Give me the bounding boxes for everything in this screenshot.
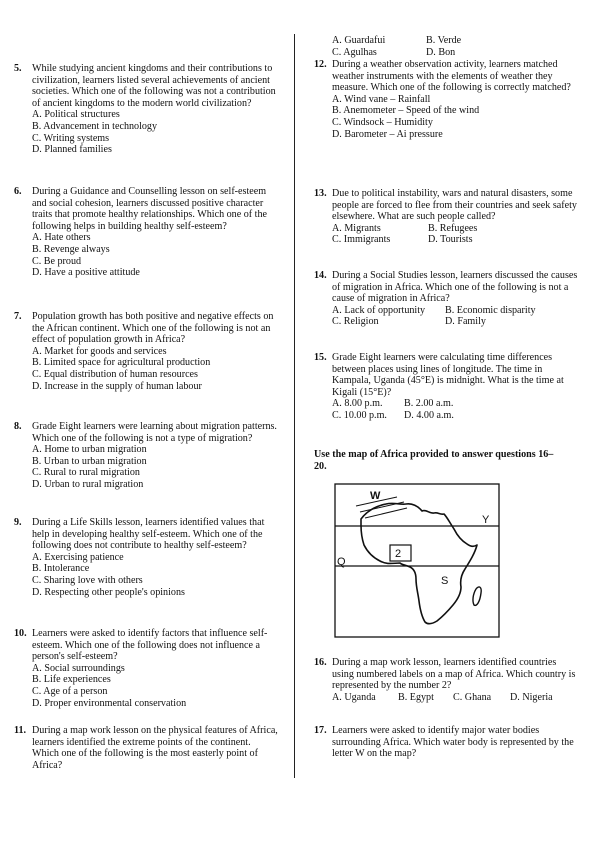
option-b[interactable]: B. Anemometer – Speed of the wind xyxy=(332,105,480,117)
question-stem: Population growth has both positive and negative effects on the African continent. Which one of the following is not an effect of population growth in Africa? xyxy=(32,311,274,346)
option-b[interactable]: B. Limited space for agricultural production xyxy=(32,357,211,369)
question-10 xyxy=(14,628,278,709)
question-5 xyxy=(14,63,278,156)
question-11-options xyxy=(314,35,578,58)
option-a[interactable]: A. Lack of opportunity xyxy=(332,304,426,316)
option-d[interactable]: D. Have a positive attitude xyxy=(32,267,140,279)
option-d[interactable]: D. Family xyxy=(445,316,486,328)
question-number: 9. xyxy=(14,517,22,528)
madagascar-outline xyxy=(473,587,481,605)
question-6 xyxy=(14,186,278,279)
question-number: 17. xyxy=(314,725,327,736)
question-stem: Grade Eight learners were learning about migration patterns. Which one of the following is not a type of migration? xyxy=(32,421,277,444)
option-a[interactable]: A. Political structures xyxy=(32,109,120,121)
option-c[interactable]: C. Religion xyxy=(332,316,379,328)
option-b[interactable]: B. Economic disparity xyxy=(445,304,536,316)
option-d[interactable]: D. 4.00 a.m. xyxy=(404,409,454,421)
question-stem: While studying ancient kingdoms and their contributions to civilization, learners listed several achievements of ancient societies. Which one of the following was not a contribution of ancient kingdoms to the modern world civilization? xyxy=(32,63,276,109)
question-16 xyxy=(314,657,578,703)
question-number: 13. xyxy=(314,188,327,199)
option-a[interactable]: A. Home to urban migration xyxy=(32,444,147,456)
question-number: 14. xyxy=(314,270,327,281)
option-c[interactable]: C. Windsock – Humidity xyxy=(332,116,433,128)
question-9 xyxy=(14,517,278,598)
map-label-y: Y xyxy=(482,514,490,526)
question-8 xyxy=(14,421,278,491)
option-b[interactable]: B. Refugees xyxy=(428,222,478,234)
option-c[interactable]: C. Sharing love with others xyxy=(32,574,143,586)
option-d[interactable]: D. Bon xyxy=(426,46,456,58)
option-a[interactable]: A. Exercising patience xyxy=(32,551,124,563)
option-a[interactable]: A. 8.00 p.m. xyxy=(332,398,383,410)
option-b[interactable]: B. Verde xyxy=(426,35,462,46)
option-b[interactable]: B. Egypt xyxy=(398,691,434,703)
question-stem: During a Life Skills lesson, learners identified values that help in developing healthy self-esteem. Which one of the following does not contribute to healthy self-esteem? xyxy=(32,517,265,552)
option-a[interactable]: A. Guardafui xyxy=(332,35,386,46)
option-d[interactable]: D. Respecting other people's opinions xyxy=(32,586,185,598)
option-d[interactable]: D. Increase in the supply of human labour xyxy=(32,380,202,392)
question-7 xyxy=(14,311,278,392)
africa-map xyxy=(334,481,500,639)
question-stem: During a map work lesson on the physical features of Africa, learners identified the extreme points of the continent. Which one of the following is the most easterly point of Africa? xyxy=(32,725,278,771)
column-divider xyxy=(294,34,295,778)
map-label-w: W xyxy=(370,490,381,502)
option-b[interactable]: B. 2.00 a.m. xyxy=(404,398,454,410)
option-b[interactable]: B. Intolerance xyxy=(32,563,90,575)
question-stem: Grade Eight learners were calculating time differences between places using lines of longitude. The time in Kampala, Uganda (45°E) is midnight. What is the time at Kigali (15°E)? xyxy=(332,352,564,398)
option-a[interactable]: A. Market for goods and services xyxy=(32,345,167,357)
option-c[interactable]: C. Immigrants xyxy=(332,234,391,246)
map-label-2: 2 xyxy=(395,548,402,560)
map-label-q: Q xyxy=(337,556,346,568)
option-c[interactable]: C. Agulhas xyxy=(332,46,377,58)
option-d[interactable]: D. Urban to rural migration xyxy=(32,478,144,490)
question-stem: During a map work lesson, learners identified countries using numbered labels on a map of Africa. Which country is represented by the number 2? xyxy=(332,657,576,692)
option-c[interactable]: C. Writing systems xyxy=(32,132,110,144)
map-instruction: Use the map of Africa provided to answer questions 16–20. xyxy=(314,449,554,472)
question-17 xyxy=(314,725,578,760)
option-c[interactable]: C. Age of a person xyxy=(32,685,108,697)
question-number: 12. xyxy=(314,59,327,70)
option-b[interactable]: B. Urban to urban migration xyxy=(32,455,147,467)
question-number: 6. xyxy=(14,186,22,197)
question-number: 8. xyxy=(14,421,22,432)
question-number: 10. xyxy=(14,628,27,639)
question-13 xyxy=(314,188,578,246)
question-14 xyxy=(314,270,578,328)
option-d[interactable]: D. Planned families xyxy=(32,144,112,156)
question-stem: During a Social Studies lesson, learners discussed the causes of migration in Africa. Which one of the following is not a cause of migration in Africa? xyxy=(332,270,578,305)
option-c[interactable]: C. Rural to rural migration xyxy=(32,467,140,479)
question-stem: Learners were asked to identify factors that influence self-esteem. Which one of the following does not influence a person's self-esteem? xyxy=(32,628,268,663)
option-c[interactable]: C. Equal distribution of human resources xyxy=(32,368,198,380)
option-b[interactable]: B. Advancement in technology xyxy=(32,120,158,132)
option-a[interactable]: A. Hate others xyxy=(32,232,91,244)
africa-outline xyxy=(361,503,477,624)
question-11 xyxy=(14,725,278,771)
question-number: 7. xyxy=(14,311,22,322)
option-d[interactable]: D. Barometer – Ai pressure xyxy=(332,128,443,140)
map-label-s: S xyxy=(441,575,449,587)
option-b[interactable]: B. Life experiences xyxy=(32,674,111,686)
question-stem: Learners were asked to identify major water bodies surrounding Africa. Which water body is represented by the letter W on the map? xyxy=(332,725,574,760)
option-b[interactable]: B. Revenge always xyxy=(32,243,110,255)
question-number: 15. xyxy=(314,352,327,363)
question-number: 16. xyxy=(314,657,327,668)
option-d[interactable]: D. Tourists xyxy=(428,234,473,246)
question-stem: Due to political instability, wars and natural disasters, some people are forced to flee from their countries and seek safety elsewhere. What are such people called? xyxy=(332,188,577,223)
option-c[interactable]: C. Ghana xyxy=(453,691,492,703)
option-c[interactable]: C. 10.00 p.m. xyxy=(332,409,387,421)
question-number: 11. xyxy=(14,725,27,736)
option-c[interactable]: C. Be proud xyxy=(32,255,82,267)
question-stem: During a weather observation activity, learners matched weather instruments with the elements of weather they measure. Which one of the following is correctly matched? xyxy=(332,59,571,94)
option-a[interactable]: A. Migrants xyxy=(332,222,381,234)
question-15 xyxy=(314,352,578,422)
option-a[interactable]: A. Social surroundings xyxy=(32,662,125,674)
question-number: 5. xyxy=(14,63,22,74)
question-stem: During a Guidance and Counselling lesson on self-esteem and social cohesion, learners discussed positive character traits that promote healthy relationships. Which one of the following helps in building healthy self-esteem? xyxy=(32,186,267,232)
question-12 xyxy=(314,59,578,140)
option-d[interactable]: D. Nigeria xyxy=(510,691,553,703)
option-a[interactable]: A. Uganda xyxy=(332,691,376,703)
option-d[interactable]: D. Proper environmental conservation xyxy=(32,697,187,709)
africa-map-svg xyxy=(334,481,500,639)
option-a[interactable]: A. Wind vane – Rainfall xyxy=(332,93,431,105)
